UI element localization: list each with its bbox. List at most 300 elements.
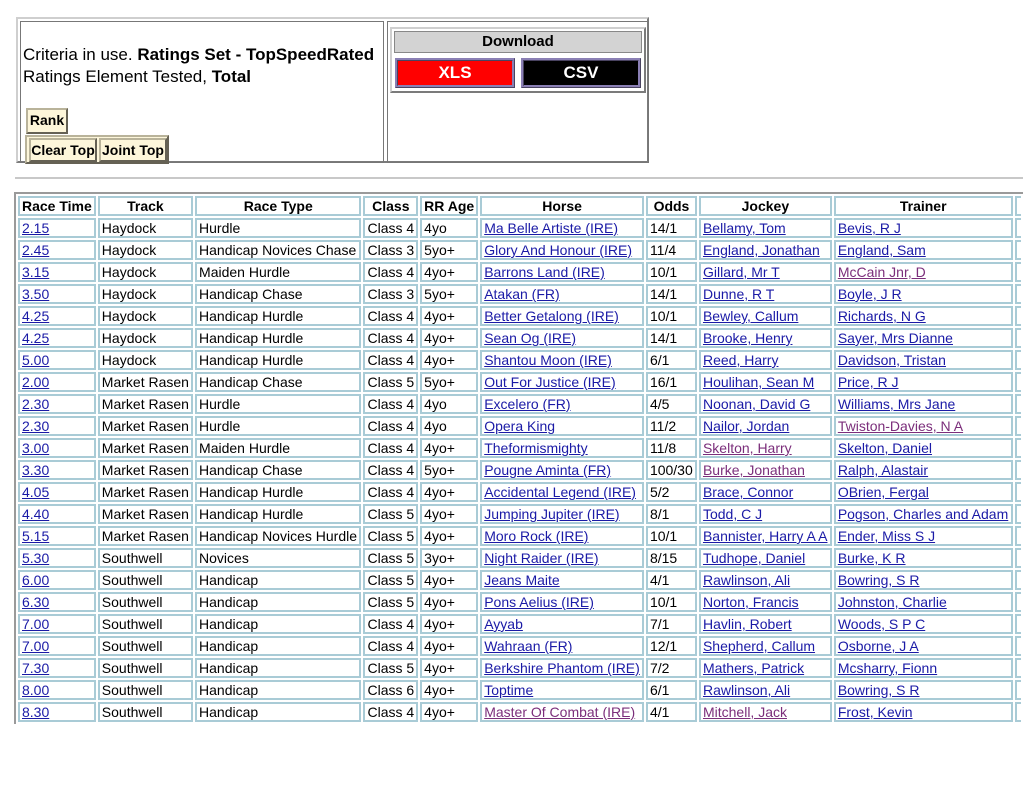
horse-link[interactable]: Barrons Land (IRE)	[484, 264, 605, 280]
time-cell	[18, 460, 96, 480]
jockey-link[interactable]: Havlin, Robert	[702, 616, 792, 632]
track-cell: Haydock	[98, 328, 193, 348]
jockey-link[interactable]: Bellamy, Tom	[702, 220, 786, 236]
type-cell: Hurdle	[195, 218, 361, 238]
jockey-link[interactable]: Bannister, Harry A A	[702, 528, 828, 544]
extra-cell	[1015, 614, 1021, 634]
age-cell: 4yo+	[420, 306, 478, 326]
race-time-link[interactable]: 2.45	[22, 242, 50, 258]
horse-link[interactable]: Night Raider (IRE)	[484, 550, 599, 566]
class-cell: Class 4	[363, 350, 418, 370]
horse-cell	[480, 394, 644, 414]
jockey-link[interactable]: Dunne, R T	[702, 286, 775, 302]
top-buttons-group	[25, 135, 169, 164]
jockey-cell	[699, 438, 832, 458]
table-header-row	[18, 196, 1021, 216]
track-cell: Southwell	[98, 702, 193, 722]
race-time-link[interactable]: 2.30	[22, 396, 50, 412]
trainer-link[interactable]: Bowring, S R	[837, 682, 920, 698]
trainer-cell	[834, 592, 1013, 612]
class-cell: Class 3	[363, 284, 418, 304]
trainer-cell	[834, 218, 1013, 238]
extra-cell	[1015, 680, 1021, 700]
track-cell: Southwell	[98, 658, 193, 678]
extra-cell	[1015, 482, 1021, 502]
type-cell: Handicap	[195, 614, 361, 634]
horse-link[interactable]: Theformismighty	[484, 440, 588, 456]
horse-link[interactable]: Berkshire Phantom (IRE)	[484, 660, 640, 676]
horse-link[interactable]: Glory And Honour (IRE)	[484, 242, 633, 258]
trainer-link[interactable]: Skelton, Daniel	[837, 440, 932, 456]
horse-cell	[480, 416, 644, 436]
trainer-cell	[834, 702, 1013, 722]
type-cell: Handicap	[195, 592, 361, 612]
horse-link[interactable]: Opera King	[484, 418, 556, 434]
odds-cell: 14/1	[646, 218, 697, 238]
type-cell: Handicap	[195, 658, 361, 678]
type-cell: Handicap Hurdle	[195, 328, 361, 348]
age-cell: 3yo+	[420, 548, 478, 568]
header-race-type: Race Type	[195, 196, 361, 216]
header-trainer: Trainer	[834, 196, 1013, 216]
trainer-link[interactable]: Osborne, J A	[837, 638, 919, 654]
jockey-link[interactable]: Gillard, Mr T	[702, 264, 780, 280]
download-title: Download	[394, 31, 642, 53]
extra-cell	[1015, 548, 1021, 568]
age-cell: 4yo+	[420, 680, 478, 700]
extra-cell	[1015, 262, 1021, 282]
type-cell: Handicap Hurdle	[195, 306, 361, 326]
time-cell	[18, 504, 96, 524]
race-time-link[interactable]: 7.00	[22, 638, 50, 654]
odds-cell: 11/2	[646, 416, 697, 436]
table-row	[18, 548, 1021, 568]
trainer-cell	[834, 306, 1013, 326]
horse-cell	[480, 438, 644, 458]
age-cell: 5yo+	[420, 372, 478, 392]
trainer-link[interactable]: Twiston-Davies, N A	[837, 418, 964, 434]
race-time-link[interactable]: 3.15	[22, 264, 50, 280]
jockey-cell	[699, 636, 832, 656]
age-cell: 4yo+	[420, 350, 478, 370]
age-cell: 5yo+	[420, 240, 478, 260]
jockey-link[interactable]: Mathers, Patrick	[702, 660, 805, 676]
trainer-cell	[834, 262, 1013, 282]
horse-link[interactable]: Jumping Jupiter (IRE)	[484, 506, 620, 522]
jockey-cell	[699, 614, 832, 634]
jockey-link[interactable]: Noonan, David G	[702, 396, 811, 412]
age-cell: 4yo+	[420, 328, 478, 348]
track-cell: Southwell	[98, 570, 193, 590]
race-table-body	[18, 218, 1021, 722]
ratings-set-value: Ratings Set - TopSpeedRated	[137, 45, 375, 64]
trainer-cell	[834, 482, 1013, 502]
jockey-link[interactable]: Skelton, Harry	[702, 440, 792, 456]
race-time-link[interactable]: 7.30	[22, 660, 50, 676]
time-cell	[18, 306, 96, 326]
track-cell: Haydock	[98, 240, 193, 260]
odds-cell: 7/2	[646, 658, 697, 678]
race-time-link[interactable]: 4.05	[22, 484, 50, 500]
horse-cell	[480, 636, 644, 656]
class-cell: Class 5	[363, 548, 418, 568]
jockey-link[interactable]: Houlihan, Sean M	[702, 374, 815, 390]
track-cell: Haydock	[98, 350, 193, 370]
odds-cell: 6/1	[646, 350, 697, 370]
trainer-cell	[834, 372, 1013, 392]
horse-cell	[480, 218, 644, 238]
trainer-link[interactable]: OBrien, Fergal	[837, 484, 929, 500]
horse-link[interactable]: Wahraan (FR)	[484, 638, 573, 654]
trainer-link[interactable]: Burke, K R	[837, 550, 906, 566]
table-row	[18, 262, 1021, 282]
table-row	[18, 306, 1021, 326]
horse-cell	[480, 570, 644, 590]
track-cell: Market Rasen	[98, 372, 193, 392]
class-cell: Class 3	[363, 240, 418, 260]
horse-link[interactable]: Sean Og (IRE)	[484, 330, 577, 346]
jockey-link[interactable]: Rawlinson, Ali	[702, 682, 791, 698]
class-cell: Class 6	[363, 680, 418, 700]
jockey-link[interactable]: Todd, C J	[702, 506, 763, 522]
track-cell: Haydock	[98, 218, 193, 238]
trainer-link[interactable]: Williams, Mrs Jane	[837, 396, 956, 412]
horse-cell	[480, 592, 644, 612]
time-cell	[18, 372, 96, 392]
class-cell: Class 4	[363, 262, 418, 282]
horse-cell	[480, 306, 644, 326]
age-cell: 4yo+	[420, 592, 478, 612]
time-cell	[18, 680, 96, 700]
track-cell: Southwell	[98, 636, 193, 656]
jockey-link[interactable]: Reed, Harry	[702, 352, 779, 368]
class-cell: Class 4	[363, 702, 418, 722]
criteria-ratings-element	[23, 67, 251, 87]
race-time-link[interactable]: 4.25	[22, 308, 50, 324]
track-cell: Market Rasen	[98, 526, 193, 546]
trainer-link[interactable]: England, Sam	[837, 242, 926, 258]
class-cell: Class 4	[363, 614, 418, 634]
jockey-cell	[699, 394, 832, 414]
odds-cell: 14/1	[646, 328, 697, 348]
header-horse: Horse	[480, 196, 644, 216]
extra-cell	[1015, 658, 1021, 678]
time-cell	[18, 702, 96, 722]
extra-cell	[1015, 328, 1021, 348]
track-cell: Southwell	[98, 680, 193, 700]
class-cell: Class 5	[363, 570, 418, 590]
age-cell: 4yo+	[420, 658, 478, 678]
trainer-link[interactable]: Bowring, S R	[837, 572, 920, 588]
track-cell: Market Rasen	[98, 482, 193, 502]
track-cell: Market Rasen	[98, 438, 193, 458]
type-cell: Handicap Novices Hurdle	[195, 526, 361, 546]
type-cell: Handicap Chase	[195, 372, 361, 392]
horse-link[interactable]: Pons Aelius (IRE)	[484, 594, 594, 610]
header-rr-age: RR Age	[420, 196, 478, 216]
table-row	[18, 394, 1021, 414]
horse-cell	[480, 614, 644, 634]
table-row	[18, 570, 1021, 590]
rank-button[interactable]: Rank	[26, 108, 68, 134]
odds-cell: 5/2	[646, 482, 697, 502]
jockey-link[interactable]: Brace, Connor	[702, 484, 794, 500]
age-cell: 5yo+	[420, 284, 478, 304]
horse-link[interactable]: Toptime	[484, 682, 534, 698]
class-cell: Class 4	[363, 328, 418, 348]
table-row	[18, 328, 1021, 348]
odds-cell: 12/1	[646, 636, 697, 656]
class-cell: Class 5	[363, 372, 418, 392]
table-row	[18, 240, 1021, 260]
table-row	[18, 592, 1021, 612]
odds-cell: 11/4	[646, 240, 697, 260]
jockey-link[interactable]: Rawlinson, Ali	[702, 572, 791, 588]
ratings-element-label: Ratings Element Tested,	[23, 67, 212, 86]
horse-link[interactable]: Excelero (FR)	[484, 396, 571, 412]
table-row	[18, 438, 1021, 458]
table-row	[18, 658, 1021, 678]
horse-link[interactable]: Atakan (FR)	[484, 286, 560, 302]
jockey-link[interactable]: Bewley, Callum	[702, 308, 799, 324]
extra-cell	[1015, 636, 1021, 656]
extra-cell	[1015, 350, 1021, 370]
trainer-link[interactable]: Richards, N G	[837, 308, 926, 324]
jockey-cell	[699, 284, 832, 304]
race-time-link[interactable]: 8.00	[22, 682, 50, 698]
trainer-link[interactable]: Woods, S P C	[837, 616, 926, 632]
race-time-link[interactable]: 7.00	[22, 616, 50, 632]
age-cell: 5yo+	[420, 460, 478, 480]
table-row	[18, 526, 1021, 546]
header-race-time: Race Time	[18, 196, 96, 216]
jockey-cell	[699, 504, 832, 524]
download-xls-button[interactable]: XLS	[395, 58, 515, 88]
jockey-cell	[699, 592, 832, 612]
trainer-link[interactable]: Boyle, J R	[837, 286, 902, 302]
table-row	[18, 680, 1021, 700]
header-class: Class	[363, 196, 418, 216]
class-cell: Class 4	[363, 636, 418, 656]
odds-cell: 8/1	[646, 504, 697, 524]
horse-cell	[480, 328, 644, 348]
horse-cell	[480, 658, 644, 678]
type-cell: Maiden Hurdle	[195, 438, 361, 458]
race-time-link[interactable]: 2.30	[22, 418, 50, 434]
race-time-link[interactable]: 3.00	[22, 440, 50, 456]
type-cell: Handicap Chase	[195, 284, 361, 304]
age-cell: 4yo+	[420, 262, 478, 282]
header-extra	[1015, 196, 1021, 216]
type-cell: Handicap	[195, 702, 361, 722]
age-cell: 4yo+	[420, 526, 478, 546]
type-cell: Hurdle	[195, 394, 361, 414]
horse-cell	[480, 526, 644, 546]
jockey-link[interactable]: Burke, Jonathan	[702, 462, 805, 478]
jockey-link[interactable]: England, Jonathan	[702, 242, 820, 258]
horse-cell	[480, 482, 644, 502]
joint-top-button[interactable]: Joint Top	[99, 138, 167, 162]
age-cell: 4yo	[420, 394, 478, 414]
trainer-link[interactable]: Price, R J	[837, 374, 899, 390]
header-odds: Odds	[646, 196, 697, 216]
time-cell	[18, 570, 96, 590]
race-time-link[interactable]: 2.15	[22, 220, 50, 236]
race-time-link[interactable]: 3.30	[22, 462, 50, 478]
odds-cell: 100/30	[646, 460, 697, 480]
class-cell: Class 4	[363, 438, 418, 458]
clear-top-button[interactable]: Clear Top	[29, 138, 97, 162]
time-cell	[18, 438, 96, 458]
criteria-panel	[16, 17, 649, 163]
divider	[15, 177, 1023, 179]
trainer-link[interactable]: Johnston, Charlie	[837, 594, 947, 610]
type-cell: Hurdle	[195, 416, 361, 436]
class-cell: Class 4	[363, 416, 418, 436]
horse-link[interactable]: Ayyab	[484, 616, 523, 632]
jockey-cell	[699, 702, 832, 722]
track-cell: Market Rasen	[98, 504, 193, 524]
race-time-link[interactable]: 5.00	[22, 352, 50, 368]
trainer-link[interactable]: Sayer, Mrs Dianne	[837, 330, 953, 346]
jockey-link[interactable]: Tudhope, Daniel	[702, 550, 806, 566]
table-row	[18, 416, 1021, 436]
class-cell: Class 5	[363, 592, 418, 612]
extra-cell	[1015, 416, 1021, 436]
time-cell	[18, 636, 96, 656]
table-row	[18, 460, 1021, 480]
time-cell	[18, 218, 96, 238]
race-time-link[interactable]: 2.00	[22, 374, 50, 390]
race-time-link[interactable]: 5.15	[22, 528, 50, 544]
download-panel	[390, 27, 646, 93]
horse-link[interactable]: Jeans Maite	[484, 572, 560, 588]
extra-cell	[1015, 570, 1021, 590]
horse-link[interactable]: Ma Belle Artiste (IRE)	[484, 220, 619, 236]
type-cell: Handicap Hurdle	[195, 350, 361, 370]
track-cell: Market Rasen	[98, 416, 193, 436]
table-row	[18, 284, 1021, 304]
trainer-link[interactable]: McCain Jnr, D	[837, 264, 926, 280]
jockey-link[interactable]: Norton, Francis	[702, 594, 799, 610]
track-cell: Market Rasen	[98, 394, 193, 414]
type-cell: Handicap	[195, 636, 361, 656]
table-row	[18, 218, 1021, 238]
table-row	[18, 504, 1021, 524]
jockey-cell	[699, 570, 832, 590]
extra-cell	[1015, 372, 1021, 392]
odds-cell: 10/1	[646, 306, 697, 326]
trainer-link[interactable]: Davidson, Tristan	[837, 352, 946, 368]
track-cell: Market Rasen	[98, 460, 193, 480]
race-time-link[interactable]: 5.30	[22, 550, 50, 566]
race-time-link[interactable]: 3.50	[22, 286, 50, 302]
extra-cell	[1015, 504, 1021, 524]
odds-cell: 4/1	[646, 570, 697, 590]
horse-link[interactable]: Master Of Combat (IRE)	[484, 704, 636, 720]
table-row	[18, 482, 1021, 502]
odds-cell: 16/1	[646, 372, 697, 392]
jockey-cell	[699, 262, 832, 282]
class-cell: Class 4	[363, 306, 418, 326]
race-time-link[interactable]: 4.25	[22, 330, 50, 346]
header-track: Track	[98, 196, 193, 216]
jockey-link[interactable]: Brooke, Henry	[702, 330, 793, 346]
trainer-link[interactable]: Mcsharry, Fionn	[837, 660, 938, 676]
horse-link[interactable]: Pougne Aminta (FR)	[484, 462, 612, 478]
jockey-link[interactable]: Nailor, Jordan	[702, 418, 790, 434]
jockey-cell	[699, 350, 832, 370]
race-time-link[interactable]: 4.40	[22, 506, 50, 522]
track-cell: Haydock	[98, 284, 193, 304]
horse-cell	[480, 240, 644, 260]
type-cell: Handicap	[195, 570, 361, 590]
horse-cell	[480, 680, 644, 700]
trainer-link[interactable]: Ender, Miss S J	[837, 528, 936, 544]
horse-cell	[480, 460, 644, 480]
time-cell	[18, 284, 96, 304]
trainer-link[interactable]: Bevis, R J	[837, 220, 901, 236]
time-cell	[18, 350, 96, 370]
odds-cell: 4/5	[646, 394, 697, 414]
extra-cell	[1015, 438, 1021, 458]
trainer-link[interactable]: Pogson, Charles and Adam	[837, 506, 1009, 522]
odds-cell: 11/8	[646, 438, 697, 458]
jockey-cell	[699, 328, 832, 348]
criteria-label: Criteria in use.	[23, 45, 138, 64]
jockey-link[interactable]: Mitchell, Jack	[702, 704, 787, 720]
trainer-cell	[834, 240, 1013, 260]
odds-cell: 4/1	[646, 702, 697, 722]
extra-cell	[1015, 460, 1021, 480]
trainer-link[interactable]: Ralph, Alastair	[837, 462, 929, 478]
odds-cell: 7/1	[646, 614, 697, 634]
table-row	[18, 636, 1021, 656]
jockey-link[interactable]: Shepherd, Callum	[702, 638, 816, 654]
table-row	[18, 614, 1021, 634]
class-cell: Class 5	[363, 504, 418, 524]
race-time-link[interactable]: 6.00	[22, 572, 50, 588]
horse-link[interactable]: Better Getalong (IRE)	[484, 308, 619, 324]
horse-link[interactable]: Out For Justice (IRE)	[484, 374, 616, 390]
class-cell: Class 4	[363, 460, 418, 480]
trainer-cell	[834, 394, 1013, 414]
trainer-cell	[834, 504, 1013, 524]
horse-cell	[480, 504, 644, 524]
type-cell: Handicap Chase	[195, 460, 361, 480]
trainer-cell	[834, 284, 1013, 304]
age-cell: 4yo+	[420, 614, 478, 634]
race-time-link[interactable]: 6.30	[22, 594, 50, 610]
trainer-cell	[834, 680, 1013, 700]
jockey-cell	[699, 240, 832, 260]
age-cell: 4yo	[420, 218, 478, 238]
time-cell	[18, 614, 96, 634]
trainer-cell	[834, 416, 1013, 436]
age-cell: 4yo+	[420, 438, 478, 458]
odds-cell: 10/1	[646, 262, 697, 282]
download-csv-button[interactable]: CSV	[521, 58, 641, 88]
horse-link[interactable]: Shantou Moon (IRE)	[484, 352, 612, 368]
trainer-cell	[834, 526, 1013, 546]
class-cell: Class 4	[363, 482, 418, 502]
type-cell: Novices	[195, 548, 361, 568]
race-time-link[interactable]: 8.30	[22, 704, 50, 720]
horse-link[interactable]: Moro Rock (IRE)	[484, 528, 589, 544]
track-cell: Southwell	[98, 614, 193, 634]
horse-link[interactable]: Accidental Legend (IRE)	[484, 484, 636, 500]
trainer-link[interactable]: Frost, Kevin	[837, 704, 913, 720]
